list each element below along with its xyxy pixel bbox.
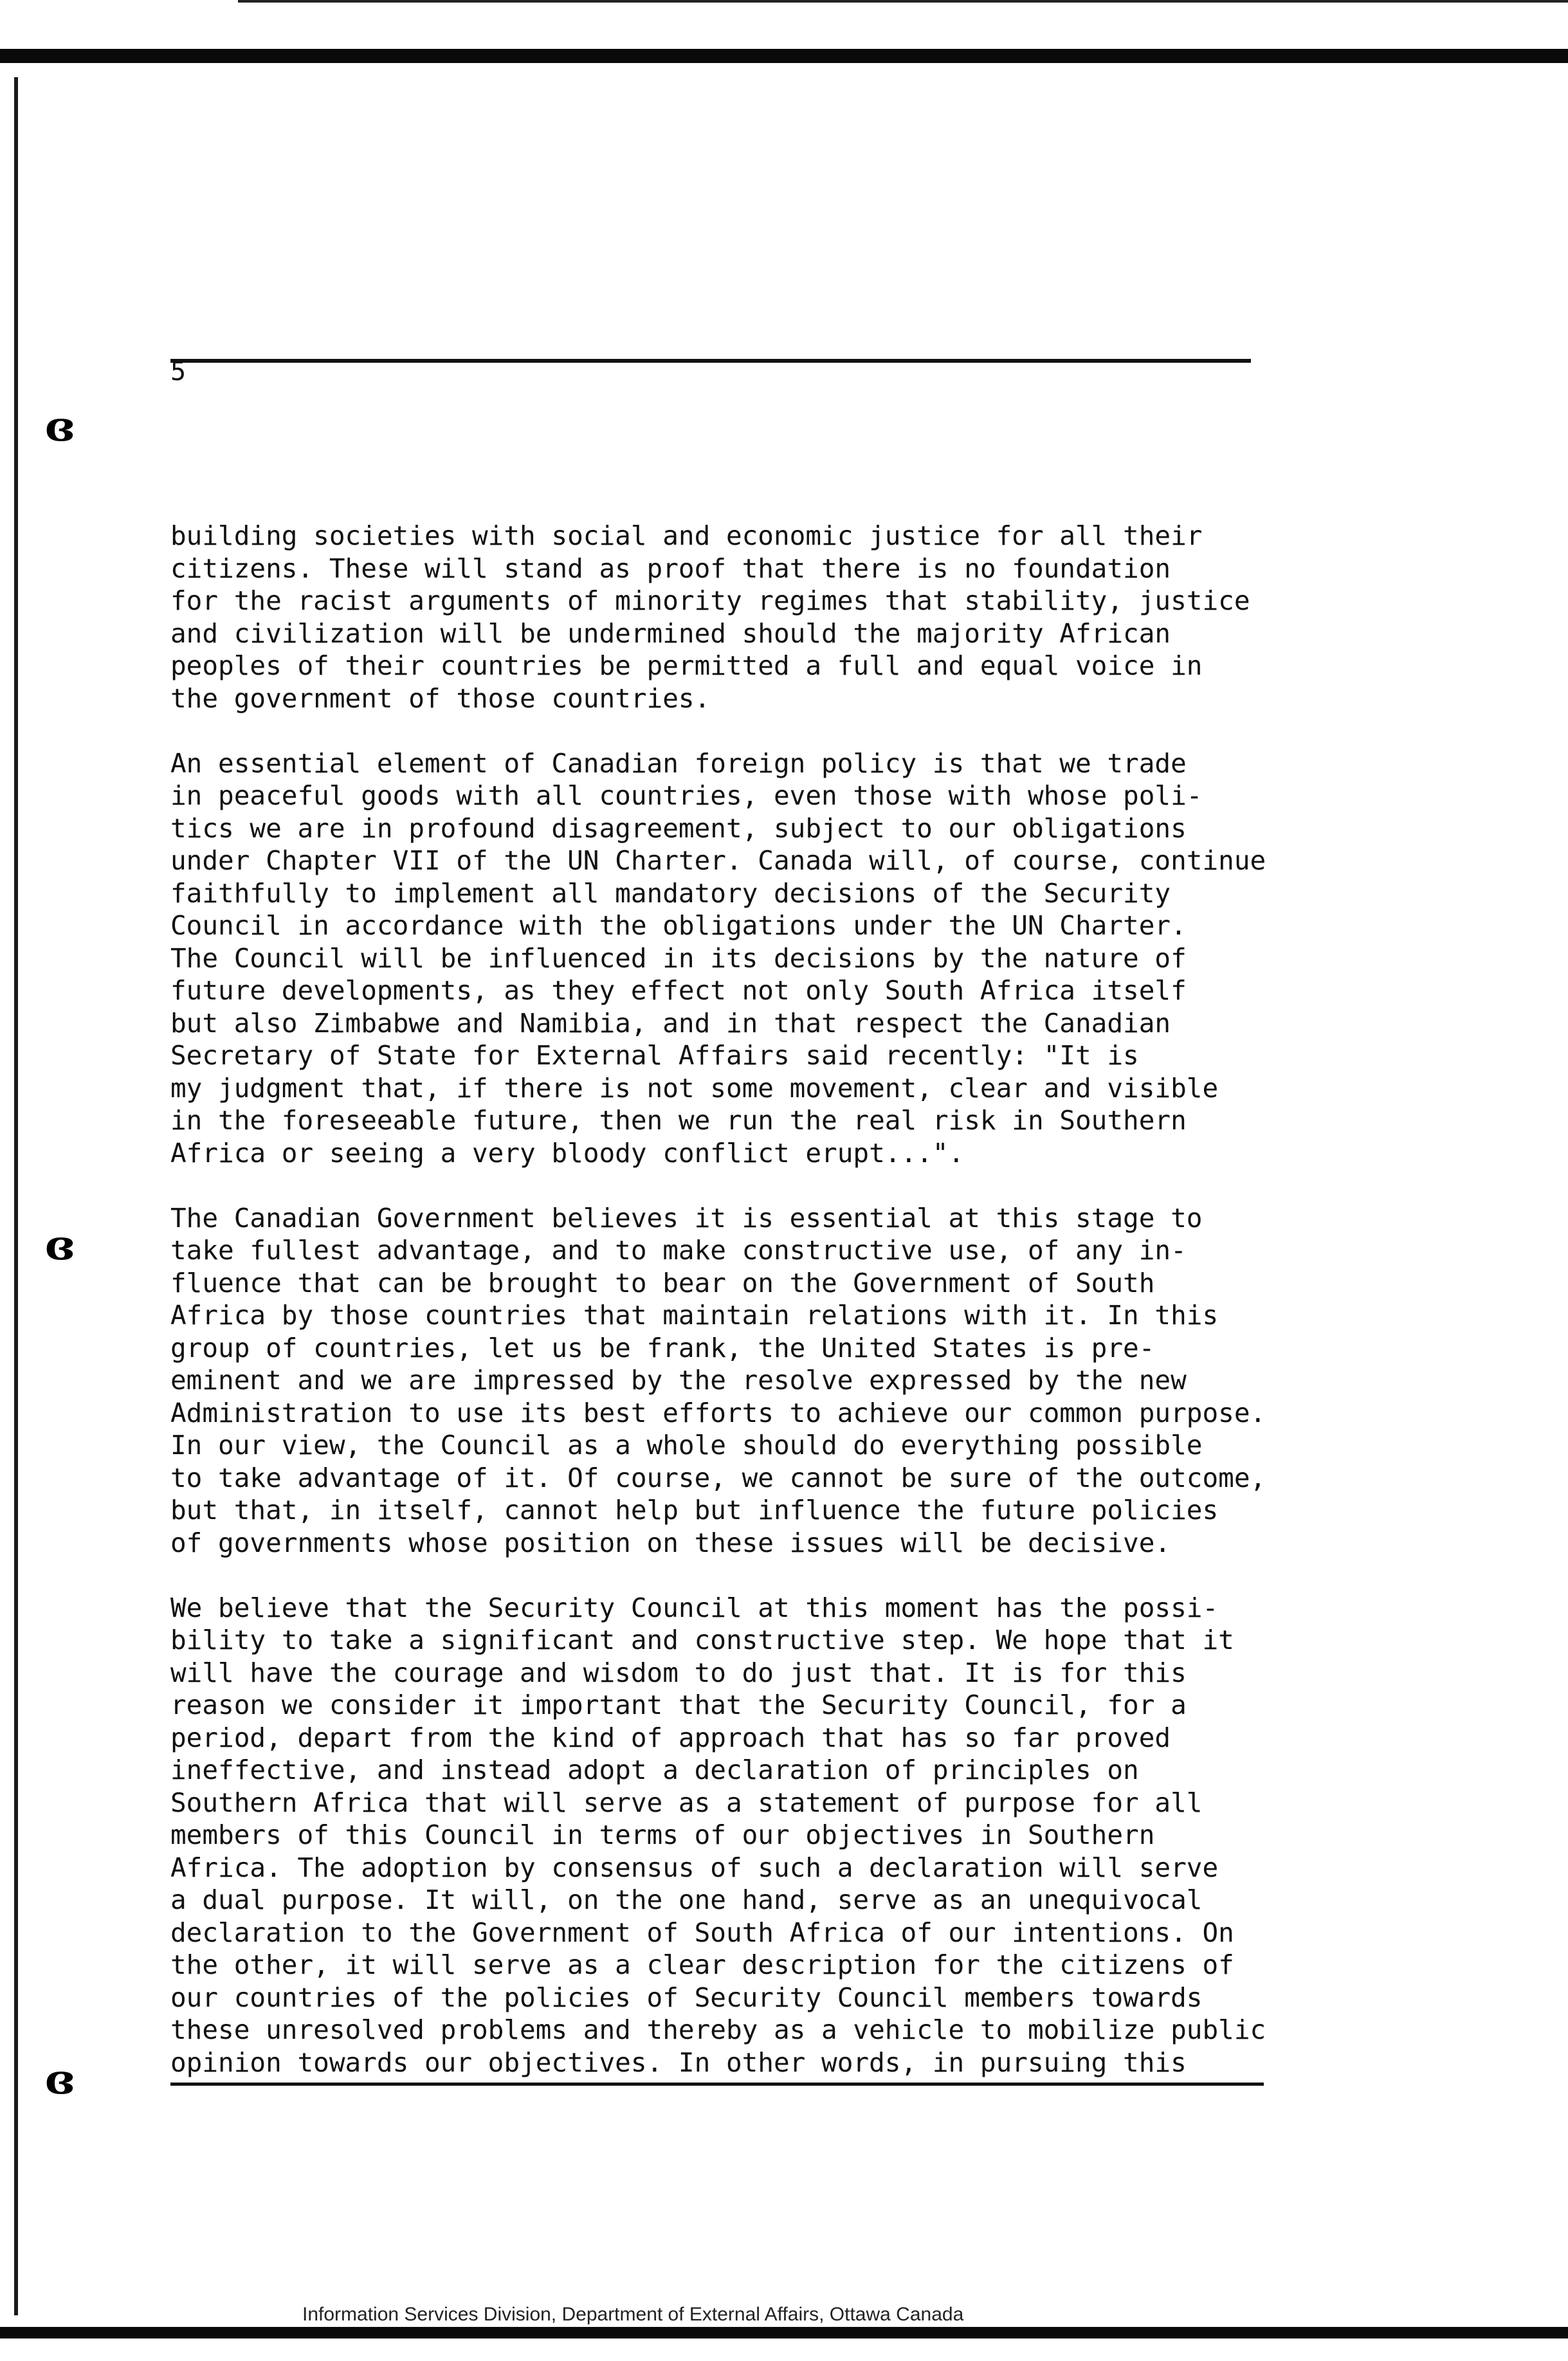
text-line: Secretary of State for External Affairs said recently: "It is [170,1040,1139,1071]
punch-hole-mark-bottom: ɞ [45,2056,75,2104]
text-line: In our view, the Council as a whole should do everything possible [170,1430,1203,1461]
text-line: but that, in itself, cannot help but influence the future policies [170,1495,1219,1526]
footer-credit: Information Services Division, Department of External Affairs, Ottawa Canada [302,2304,964,2325]
punch-hole-mark-top: ɞ [45,403,75,451]
text-line: to take advantage of it. Of course, we cannot be sure of the outcome, [170,1462,1266,1493]
text-line: take fullest advantage, and to make constructive use, of any in- [170,1235,1187,1266]
text-line: reason we consider it important that the Security Council, for a [170,1690,1187,1720]
text-line: the other, it will serve as a clear description for the citizens of [170,1949,1234,1980]
paragraph [170,1202,1315,1560]
text-line: my judgment that, if there is not some movement, clear and visible [170,1072,1219,1104]
scan-edge-bottom [0,2327,1568,2338]
text-line: Africa. The adoption by consensus of such a declaration will serve [170,1852,1219,1883]
scan-edge-top-thin [238,0,1568,3]
text-line: ineffective, and instead adopt a declaration of principles on [170,1755,1139,1785]
document-body [170,520,1315,2079]
text-line: and civilization will be undermined should the majority African [170,617,1171,649]
text-line: building societies with social and economic justice for all their [170,520,1203,551]
text-line: eminent and we are impressed by the resolve expressed by the new [170,1365,1187,1396]
text-line: under Chapter VII of the UN Charter. Canada will, of course, continue [170,845,1266,876]
text-line: fluence that can be brought to bear on the Government of South [170,1267,1155,1299]
text-line: in the foreseeable future, then we run the real risk in Southern [170,1105,1187,1136]
text-line: citizens. These will stand as proof that there is no foundation [170,552,1171,584]
text-line: a dual purpose. It will, on the one hand, serve as an unequivocal [170,1884,1203,1915]
scan-edge-top [0,49,1568,63]
text-line: bility to take a significant and constructive step. We hope that it [170,1625,1234,1655]
text-line: tics we are in profound disagreement, subject to our obligations [170,812,1187,844]
text-line: of governments whose position on these issues will be decisive. [170,1527,1171,1558]
text-line: these unresolved problems and thereby as a vehicle to mobilize public [170,2014,1266,2045]
text-line: period, depart from the kind of approach that has so far proved [170,1722,1171,1753]
paragraph [170,747,1315,1170]
page-number: 5 [170,357,187,387]
text-line: We believe that the Security Council at this moment has the possi- [170,1592,1219,1623]
text-line: will have the courage and wisdom to do just that. It is for this [170,1657,1187,1688]
scan-edge-left [14,77,18,2315]
punch-hole-mark-middle: ɞ [45,1221,75,1270]
text-line: faithfully to implement all mandatory decisions of the Security [170,877,1171,909]
text-line: the government of those countries. [170,682,711,714]
text-line: An essential element of Canadian foreign policy is that we trade [170,747,1187,779]
text-line: our countries of the policies of Security Council members towards [170,1982,1203,2013]
text-line: The Council will be influenced in its decisions by the nature of [170,942,1187,974]
footer-rule [170,2083,1264,2086]
text-line: Africa or seeing a very bloody conflict erupt...". [170,1137,965,1169]
text-line: opinion towards our objectives. In other words, in pursuing this [170,2047,1187,2078]
text-line: group of countries, let us be frank, the United States is pre- [170,1332,1155,1363]
text-line: for the racist arguments of minority regimes that stability, justice [170,585,1250,616]
text-line: Southern Africa that will serve as a statement of purpose for all [170,1787,1203,1818]
text-line: declaration to the Government of South Africa of our intentions. On [170,1917,1234,1948]
header-rule [170,359,1251,363]
text-line: Council in accordance with the obligations under the UN Charter. [170,910,1187,941]
paragraph [170,520,1315,715]
text-line: members of this Council in terms of our objectives in Southern [170,1819,1155,1850]
paragraph [170,1592,1315,2079]
text-line: The Canadian Government believes it is essential at this stage to [170,1202,1203,1234]
text-line: Africa by those countries that maintain relations with it. In this [170,1300,1219,1331]
text-line: Administration to use its best efforts to achieve our common purpose. [170,1397,1266,1428]
text-line: future developments, as they effect not only South Africa itself [170,975,1187,1006]
text-line: but also Zimbabwe and Namibia, and in that respect the Canadian [170,1007,1171,1039]
text-line: in peaceful goods with all countries, even those with whose poli- [170,780,1203,811]
text-line: peoples of their countries be permitted a full and equal voice in [170,650,1203,681]
